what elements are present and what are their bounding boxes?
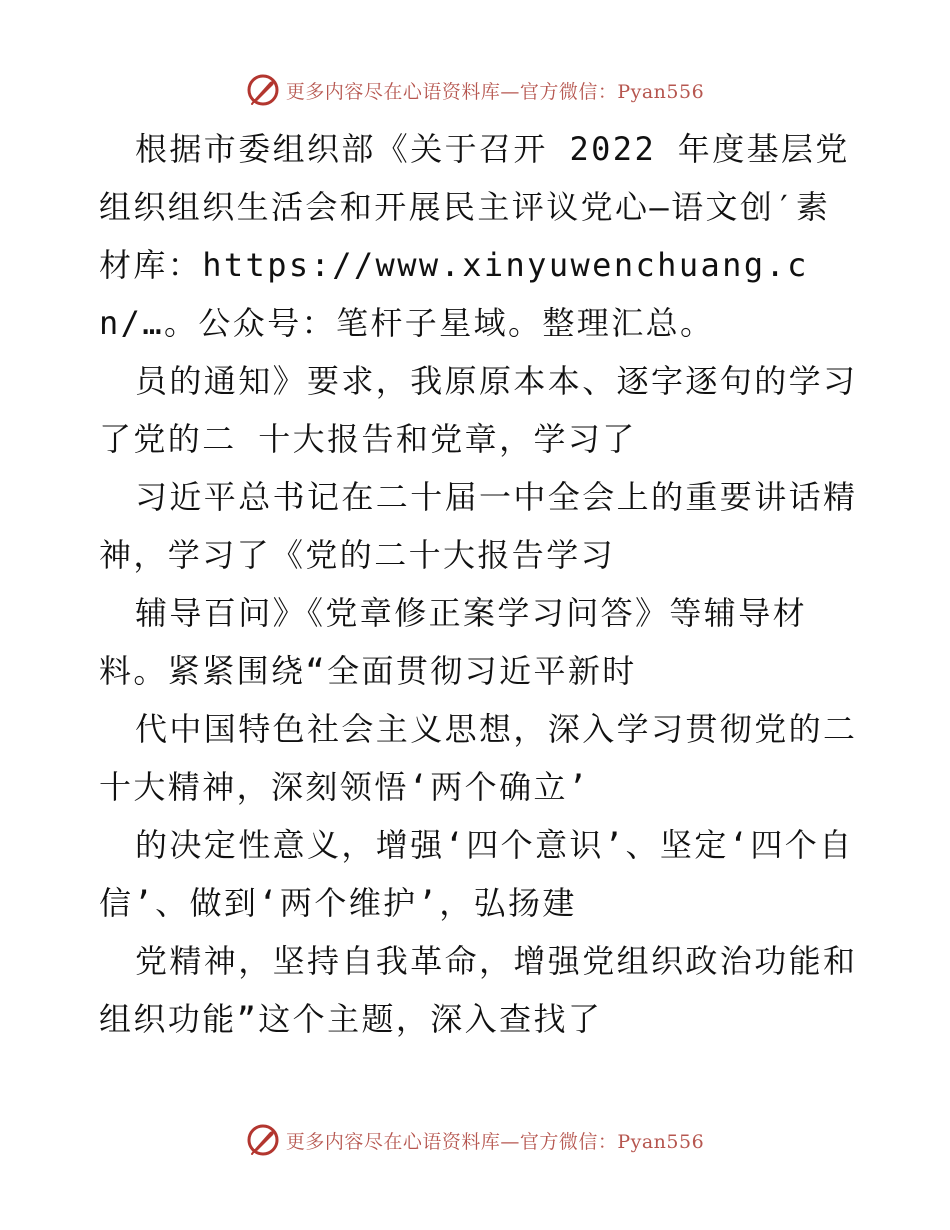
paragraph-7: 党精神，坚持自我革命，增强党组织政治功能和组织功能”这个主题，深入查找了 [99, 942, 858, 1038]
paragraph-2: 员的通知》要求，我原原本本、逐字逐句的学习了党的二 十大报告和党章，学习了 [99, 362, 858, 458]
paragraph-1: 根据市委组织部《关于召开 2022 年度基层党组织组织生活会和开展民主评议党心—语文创′素材库：https://www.xinyuwenchuang.cn/…。公众号：笔杆子星域。整理汇总。 [99, 130, 850, 342]
paragraph-4: 辅导百问》《党章修正案学习问答》等辅导材料。紧紧围绕“全面贯彻习近平新时 [99, 594, 808, 690]
document-body [99, 120, 859, 1048]
paragraph-5: 代中国特色社会主义思想，深入学习贯彻党的二十大精神，深刻领悟‘两个确立’ [99, 710, 858, 806]
footer-banner-text: 更多内容尽在心语资料库—官方微信：Pyan556 [285, 1130, 705, 1153]
header-banner-text: 更多内容尽在心语资料库—官方微信：Pyan556 [285, 80, 705, 103]
header-banner [0, 70, 950, 110]
quill-pen-logo-icon [246, 73, 280, 107]
paragraph-6: 的决定性意义，增强‘四个意识’、坚定‘四个自信’、做到‘两个维护’，弘扬建 [99, 826, 854, 922]
quill-pen-logo-icon [246, 1123, 280, 1157]
paragraph-3: 习近平总书记在二十届一中全会上的重要讲话精神，学习了《党的二十大报告学习 [99, 478, 858, 574]
footer-banner [0, 1120, 950, 1160]
